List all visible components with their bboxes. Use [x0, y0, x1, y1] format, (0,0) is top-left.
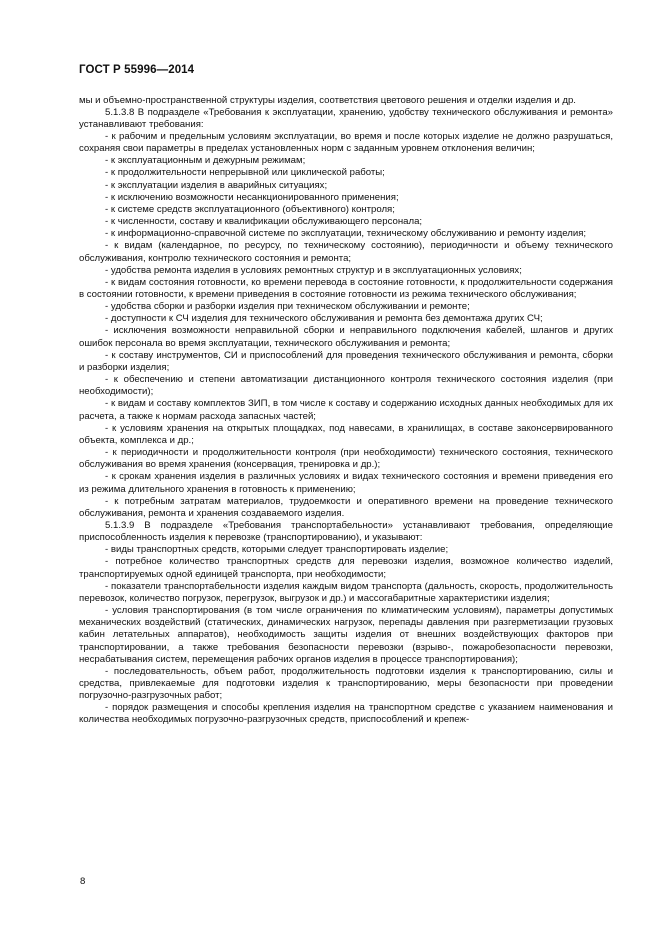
- paragraph: 5.1.3.9 В подразделе «Требования транспортабельности» устанавливают требования, определяющие приспособленность изделия к перевозке (транспортированию), и указывают:: [79, 519, 613, 544]
- paragraph: - к системе средств эксплуатационного (объективного) контроля;: [105, 203, 395, 215]
- paragraph: - к условиям хранения на открытых площадках, под навесами, в хранилищах, в составе законсервированного объекта, комплекса и др.;: [79, 422, 613, 446]
- paragraph: - к информационно-справочной системе по эксплуатации, техническому обслуживанию и ремонту изделия;: [105, 228, 587, 240]
- paragraph: - к потребным затратам материалов, трудоемкости и оперативного времени на проведение технического обслуживания, ремонта и хранения создаваемого изделия.: [79, 495, 613, 519]
- paragraph: - показатели транспортабельности изделия каждым видом транспорта (дальность, скорость, продолжительность перевозок, количество погрузок, перегрузок, выгрузок и др.) и массогабаритные характеристики изделия;: [79, 580, 613, 604]
- paragraph: мы и объемно-пространственной структуры изделия, соответствия цветового решения и отделки изделия и др.: [79, 94, 576, 106]
- paragraph: - порядок размещения и способы крепления изделия на транспортном средстве с указанием наименования и количества необходимых погрузочно-разгрузочных средств, приспособлений и крепеж-: [79, 702, 613, 726]
- paragraph: - к видам и составу комплектов ЗИП, в том числе к составу и содержанию исходных данных необходимых для их расчета, а также к нормам расхода запасных частей;: [79, 398, 613, 422]
- paragraph: - к эксплуатации изделия в аварийных ситуациях;: [105, 179, 328, 191]
- paragraph: 5.1.3.8 В подразделе «Требования к эксплуатации, хранению, удобству технического обслуживания и ремонта» устанавливают требования:: [79, 106, 613, 130]
- paragraph: - к численности, составу и квалификации обслуживающего персонала;: [105, 216, 423, 228]
- paragraph: - виды транспортных средств, которыми следует транспортировать изделие;: [105, 544, 449, 556]
- paragraph: - к периодичности и продолжительности контроля (при необходимости) технического состояния, технического обслуживания во время хранения (консервация, тренировка и др.);: [79, 447, 613, 471]
- document-body: [79, 95, 613, 727]
- paragraph: - к срокам хранения изделия в различных условиях и видах технического состояния и времени приведения его из режима длительного хранения в готовность к применению;: [79, 471, 613, 495]
- paragraph: - к видам состояния готовности, ко времени перевода в состояние готовности, к продолжительности содержания в состоянии готовности, к времени приведения в состояние готовности из режима технического обслуживания;: [79, 276, 613, 300]
- paragraph: - к составу инструментов, СИ и приспособлений для проведения технического обслуживания и ремонта, сборки и разборки изделия;: [79, 349, 613, 373]
- paragraph: - к исключению возможности несанкционированного применения;: [105, 191, 399, 203]
- paragraph: - доступности к СЧ изделия для технического обслуживания и ремонта без демонтажа других СЧ;: [105, 313, 543, 325]
- paragraph: - к продолжительности непрерывной или циклической работы;: [105, 167, 385, 179]
- paragraph: - к обеспечению и степени автоматизации дистанционного контроля технического состояния изделия (при необходимости);: [79, 374, 613, 398]
- paragraph: - условия транспортирования (в том числе ограничения по климатическим условиям), параметры допустимых механических воздействий (статических, динамических нагрузок, перепады давления при разгерметизации грузовых кабин летательных аппаратов), необходимость защиты изделия от внешних воздействующих факторов при транспортировании, а также требования безопасности перевозки (взрыво-, пожаробезопасности перевозки, несрабатывания систем, перемещения рабочих органов изделия в процессе транспортирования);: [79, 605, 613, 665]
- paragraph: - к эксплуатационным и дежурным режимам;: [105, 155, 306, 167]
- page-number: 8: [80, 876, 86, 887]
- paragraph: - к рабочим и предельным условиям эксплуатации, во время и после которых изделие не должно разрушаться, сохраняя свои параметры в пределах установленных норм с заданным уровнем отклонения величин;: [79, 130, 613, 155]
- paragraph: - удобства ремонта изделия в условиях ремонтных структур и в эксплуатационных условиях;: [105, 264, 522, 276]
- paragraph: - к видам (календарное, по ресурсу, по техническому состоянию), периодичности и объему технического обслуживания, контролю технического состояния и ремонта;: [79, 240, 613, 264]
- paragraph: - последовательность, объем работ, продолжительность подготовки изделия к транспортированию, силы и средства, привлекаемые для подготовки изделия к транспортированию, меры безопасности при проведении погрузочно-разгрузочных работ;: [79, 665, 613, 702]
- document-header: ГОСТ Р 55996—2014: [79, 64, 195, 76]
- paragraph: - потребное количество транспортных средств для перевозки изделия, возможное количество изделий, транспортируемых одной единицей транспорта, при необходимости;: [79, 556, 613, 580]
- paragraph: - исключения возможности неправильной сборки и неправильного подключения кабелей, шлангов и других ошибок персонала во время эксплуатации, технического обслуживания и ремонта;: [79, 325, 613, 349]
- paragraph: - удобства сборки и разборки изделия при техническом обслуживании и ремонте;: [105, 301, 470, 313]
